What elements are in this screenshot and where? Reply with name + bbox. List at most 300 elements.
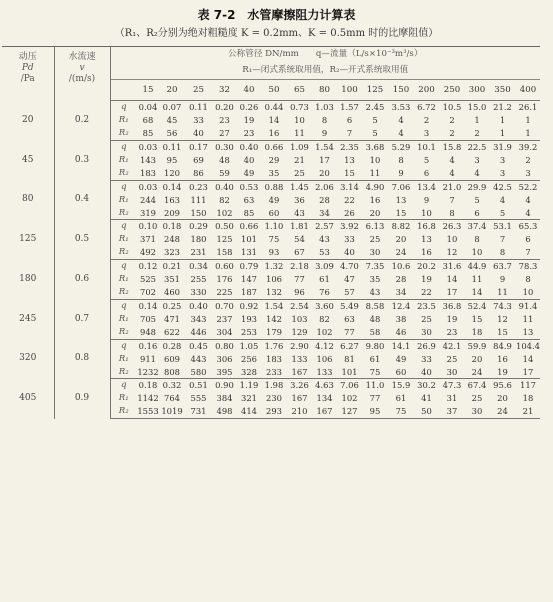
value-cell: 9 (499, 274, 506, 285)
value-cell: 18 (522, 393, 534, 404)
value-cell: 60 (388, 366, 414, 379)
value-cell: 10 (516, 286, 540, 299)
value-cell: 0.18 (162, 221, 182, 232)
value-cell: 1 (499, 115, 506, 126)
table-row (2, 339, 540, 352)
value-cell: 5.29 (391, 141, 411, 152)
value-cell: 11 (471, 274, 483, 285)
row-label: q (120, 300, 127, 311)
value-cell: 5 (423, 154, 430, 165)
value-cell: 52.4 (467, 300, 487, 311)
value-cell: 6 (525, 234, 531, 245)
value-cell: 0.92 (239, 300, 259, 311)
value-cell: 183 (137, 167, 159, 180)
value-cell: 1.19 (239, 380, 259, 391)
value-cell: 49 (268, 194, 280, 205)
value-cell: 244 (140, 194, 156, 205)
value-cell: 28 (395, 274, 407, 285)
value-cell: 0.14 (162, 181, 182, 192)
value-cell: 0.12 (138, 261, 158, 272)
value-cell: 0.25 (162, 300, 182, 311)
value-cell: 125 (216, 234, 233, 245)
value-cell: 210 (287, 405, 312, 418)
value-cell: 1142 (137, 393, 159, 404)
value-cell: 11 (489, 286, 516, 299)
value-cell: 37.4 (467, 221, 487, 232)
table-subtitle: （R₁、R₂分别为绝对粗糙度 K = 0.2mm、K = 0.5mm 时的比摩阻值） (114, 28, 439, 39)
header-pd-line: /Pa (20, 74, 35, 84)
value-cell: 1.81 (290, 221, 309, 232)
header-pipe-size: 200 (414, 80, 439, 101)
value-cell: 61 (395, 393, 407, 404)
flow-velocity-cell: 0.7 (54, 299, 110, 339)
value-cell: 0.10 (138, 221, 158, 232)
value-cell: 53 (312, 246, 337, 259)
value-cell: 57 (337, 286, 362, 299)
value-cell: 167 (287, 366, 312, 379)
value-cell: 1553 (137, 405, 159, 418)
value-cell: 75 (362, 366, 388, 379)
value-cell: 2 (423, 115, 430, 126)
value-cell: 31.9 (493, 141, 512, 152)
value-cell: 6 (465, 207, 489, 220)
value-cell: 1.10 (264, 221, 284, 232)
value-cell: 42.5 (493, 181, 512, 192)
flow-velocity-cell: 0.6 (54, 260, 110, 300)
header-note-system: R₁—闭式系统取用值，R₂—开式系统取用值 (242, 65, 409, 76)
value-cell: 30 (465, 405, 489, 418)
flow-velocity-cell: 0.9 (54, 379, 110, 419)
value-cell: 76 (312, 286, 337, 299)
value-cell: 78.3 (518, 261, 538, 272)
value-cell: 60 (261, 207, 287, 220)
value-cell: 4 (465, 167, 489, 180)
value-cell: 23 (219, 115, 230, 126)
value-cell: 9.80 (365, 340, 385, 351)
value-cell: 3 (516, 167, 540, 180)
value-cell: 371 (140, 234, 156, 245)
value-cell: 82 (319, 313, 330, 324)
value-cell: 3.60 (315, 300, 334, 311)
value-cell: 0.73 (290, 102, 309, 113)
value-cell: 42.1 (442, 340, 462, 351)
value-cell: 147 (241, 274, 257, 285)
value-cell: 20 (312, 167, 337, 180)
value-cell: 8.58 (365, 300, 385, 311)
value-cell: 77 (337, 326, 362, 339)
header-pd-line: Pd (21, 63, 34, 73)
value-cell: 15 (388, 207, 414, 220)
value-cell: 4.63 (315, 380, 334, 391)
value-cell: 10.5 (442, 102, 462, 113)
value-cell: 46 (388, 326, 414, 339)
value-cell: 142 (266, 313, 282, 324)
row-label: R₁ (118, 353, 129, 364)
friction-table (2, 46, 540, 419)
value-cell: 351 (164, 274, 180, 285)
value-cell: 132 (261, 286, 287, 299)
value-cell: 293 (261, 405, 287, 418)
value-cell: 2 (439, 127, 465, 140)
value-cell: 233 (261, 366, 287, 379)
row-label: R₂ (110, 326, 137, 339)
value-cell: 19 (243, 115, 255, 126)
value-cell: 15.0 (467, 102, 487, 113)
row-label: R₁ (118, 274, 129, 285)
value-cell: 67.4 (467, 380, 487, 391)
value-cell: 14.1 (391, 340, 411, 351)
value-cell: 36 (294, 194, 305, 205)
value-cell: 133 (312, 366, 337, 379)
flow-velocity-cell: 0.4 (54, 180, 110, 220)
value-cell: 1.54 (264, 300, 284, 311)
value-cell: 1 (489, 127, 516, 140)
value-cell: 52.2 (518, 181, 538, 192)
row-label: R₂ (110, 167, 137, 180)
value-cell: 111 (190, 194, 207, 205)
value-cell: 10 (369, 154, 381, 165)
value-cell: 0.11 (162, 141, 182, 152)
value-cell: 498 (212, 405, 237, 418)
value-cell: 39.2 (518, 141, 538, 152)
value-cell: 0.03 (138, 141, 158, 152)
value-cell: 8 (525, 274, 531, 285)
value-cell: 0.53 (239, 181, 259, 192)
value-cell: 28 (319, 194, 330, 205)
value-cell: 163 (164, 194, 180, 205)
value-cell: 13 (516, 326, 540, 339)
dynamic-pressure-cell: 180 (2, 260, 54, 300)
value-cell: 24 (489, 405, 516, 418)
row-label: q (120, 261, 127, 272)
value-cell: 17 (516, 366, 540, 379)
value-cell: 0.70 (215, 300, 234, 311)
value-cell: 948 (137, 326, 159, 339)
header-pd-line: 动压 (18, 52, 37, 62)
value-cell: 1.32 (264, 261, 284, 272)
value-cell: 323 (159, 246, 185, 259)
value-cell: 127 (337, 405, 362, 418)
value-cell: 25 (446, 353, 458, 364)
value-cell: 30 (414, 326, 439, 339)
value-cell: 0.66 (239, 221, 259, 232)
value-cell: 85 (137, 127, 159, 140)
value-cell: 40 (337, 246, 362, 259)
value-cell: 11 (522, 313, 534, 324)
value-cell: 4 (388, 127, 414, 140)
value-cell: 7.06 (340, 380, 359, 391)
value-cell: 460 (159, 286, 185, 299)
value-cell: 0.80 (215, 340, 234, 351)
value-cell: 26.1 (518, 102, 538, 113)
value-cell: 50 (414, 405, 439, 418)
value-cell: 0.14 (138, 300, 158, 311)
value-cell: 225 (212, 286, 237, 299)
value-cell: 0.32 (162, 380, 182, 391)
value-cell: 16 (497, 353, 508, 364)
value-cell: 4 (525, 194, 531, 205)
header-dynamic-pressure (2, 47, 54, 101)
value-cell: 29 (268, 154, 280, 165)
value-cell: 61 (369, 353, 381, 364)
value-cell: 40 (243, 154, 255, 165)
value-cell: 20 (471, 353, 483, 364)
table-row (2, 299, 540, 312)
row-label: R₂ (110, 207, 137, 220)
value-cell: 911 (140, 353, 156, 364)
value-cell: 248 (164, 234, 180, 245)
table-row (2, 379, 540, 392)
row-label: R₂ (110, 405, 137, 418)
value-cell: 384 (216, 393, 233, 404)
value-cell: 15 (471, 313, 483, 324)
value-cell: 35 (261, 167, 287, 180)
dynamic-pressure-cell: 20 (2, 101, 54, 141)
value-cell: 6 (346, 115, 353, 126)
value-cell: 167 (312, 405, 337, 418)
value-cell: 101 (337, 366, 362, 379)
value-cell: 183 (266, 353, 282, 364)
value-cell: 69 (193, 154, 204, 165)
header-pipe-size: 300 (465, 80, 489, 101)
value-cell: 1.03 (315, 102, 334, 113)
value-cell: 12 (497, 313, 508, 324)
value-cell: 0.03 (138, 181, 158, 192)
value-cell: 63 (243, 194, 255, 205)
value-cell: 84.9 (493, 340, 512, 351)
value-cell: 26 (337, 207, 362, 220)
header-note-diameter: 公称管径 DN/mm q—流量（L/s×10⁻³m³/s） (110, 47, 540, 63)
table-title: 表 7-2 水管摩擦阻力计算表 (197, 8, 356, 22)
value-cell: 63 (344, 313, 355, 324)
value-cell: 54 (294, 234, 305, 245)
value-cell: 86 (185, 167, 212, 180)
value-cell: 68 (142, 115, 154, 126)
value-cell: 40 (185, 127, 212, 140)
value-cell: 446 (185, 326, 212, 339)
value-cell: 4 (499, 194, 506, 205)
value-cell: 0.23 (189, 181, 208, 192)
value-cell: 8 (489, 246, 516, 259)
value-cell: 49 (395, 353, 407, 364)
value-cell: 13.4 (417, 181, 436, 192)
value-cell: 1.98 (264, 380, 284, 391)
value-cell: 231 (185, 246, 212, 259)
value-cell: 35 (369, 274, 381, 285)
value-cell: 34 (388, 286, 414, 299)
value-cell: 4 (449, 154, 455, 165)
row-label: R₁ (118, 115, 129, 126)
value-cell: 65.3 (518, 221, 538, 232)
value-cell: 43 (287, 207, 312, 220)
value-cell: 0.51 (189, 380, 208, 391)
value-cell: 1 (525, 115, 531, 126)
value-cell: 3.09 (315, 261, 334, 272)
value-cell: 7 (499, 234, 506, 245)
value-cell: 106 (316, 353, 333, 364)
value-cell: 0.34 (189, 261, 208, 272)
value-cell: 5 (362, 127, 388, 140)
value-cell: 1232 (137, 366, 159, 379)
header-v-line: v (79, 63, 85, 73)
row-label: q (120, 102, 127, 113)
value-cell: 43 (362, 286, 388, 299)
value-cell: 443 (190, 353, 207, 364)
value-cell: 306 (216, 353, 233, 364)
value-cell: 33 (344, 234, 355, 245)
value-cell: 2 (525, 154, 531, 165)
value-cell: 2.06 (315, 181, 334, 192)
value-cell: 30 (439, 366, 465, 379)
value-cell: 167 (291, 393, 308, 404)
value-cell: 0.60 (215, 261, 234, 272)
dynamic-pressure-cell: 80 (2, 180, 54, 220)
value-cell: 134 (316, 393, 333, 404)
value-cell: 95 (362, 405, 388, 418)
value-cell: 21 (294, 154, 305, 165)
header-pipe-size: 150 (388, 80, 414, 101)
value-cell: 13 (421, 234, 432, 245)
value-cell: 20 (395, 234, 407, 245)
value-cell: 24 (388, 246, 414, 259)
row-label: q (120, 380, 127, 391)
value-cell: 15.9 (391, 380, 411, 391)
value-cell: 30 (362, 246, 388, 259)
value-cell: 4.70 (340, 261, 359, 272)
header-pipe-size: 32 (212, 80, 237, 101)
value-cell: 25 (287, 167, 312, 180)
value-cell: 0.21 (162, 261, 182, 272)
value-cell: 8.82 (391, 221, 411, 232)
table-row (2, 260, 540, 273)
value-cell: 0.66 (264, 141, 284, 152)
value-cell: 1 (516, 127, 540, 140)
value-cell: 702 (137, 286, 159, 299)
value-cell: 23.5 (417, 300, 436, 311)
value-cell: 29.9 (467, 181, 487, 192)
row-label: q (120, 141, 127, 152)
value-cell: 16 (369, 194, 381, 205)
value-cell: 81 (344, 353, 355, 364)
value-cell: 27 (212, 127, 237, 140)
value-cell: 3.68 (365, 141, 385, 152)
value-cell: 11 (362, 167, 388, 180)
table-row (2, 140, 540, 153)
value-cell: 45 (166, 115, 178, 126)
value-cell: 4.90 (365, 181, 385, 192)
value-cell: 395 (212, 366, 237, 379)
value-cell: 5 (489, 207, 516, 220)
value-cell: 321 (241, 393, 257, 404)
value-cell: 3.92 (340, 221, 359, 232)
value-cell: 16 (261, 127, 287, 140)
value-cell: 131 (237, 246, 261, 259)
value-cell: 3 (414, 127, 439, 140)
value-cell: 193 (241, 313, 257, 324)
value-cell: 9 (388, 167, 414, 180)
value-cell: 6 (414, 167, 439, 180)
dynamic-pressure-cell: 125 (2, 220, 54, 260)
value-cell: 43 (319, 234, 330, 245)
value-cell: 31.6 (442, 261, 462, 272)
value-cell: 20 (362, 207, 388, 220)
value-cell: 414 (237, 405, 261, 418)
value-cell: 0.11 (189, 102, 208, 113)
value-cell: 0.20 (215, 102, 234, 113)
value-cell: 102 (212, 207, 237, 220)
value-cell: 75 (388, 405, 414, 418)
table-row (2, 101, 540, 114)
flow-velocity-cell: 0.8 (54, 339, 110, 379)
value-cell: 21.2 (493, 102, 512, 113)
value-cell: 10 (446, 234, 458, 245)
value-cell: 48 (369, 313, 381, 324)
header-pipe-size: 15 (137, 80, 159, 101)
value-cell: 61 (319, 274, 330, 285)
value-cell: 609 (164, 353, 180, 364)
dynamic-pressure-cell: 405 (2, 379, 54, 419)
value-cell: 25 (421, 313, 432, 324)
value-cell: 0.79 (239, 261, 259, 272)
value-cell: 2 (465, 127, 489, 140)
value-cell: 7 (516, 246, 540, 259)
value-cell: 0.45 (189, 340, 208, 351)
value-cell: 237 (216, 313, 233, 324)
value-cell: 34 (312, 207, 337, 220)
value-cell: 808 (159, 366, 185, 379)
table-row (2, 220, 540, 233)
dynamic-pressure-cell: 45 (2, 140, 54, 180)
value-cell: 14 (522, 353, 534, 364)
value-cell: 5 (474, 194, 480, 205)
flow-velocity-cell: 0.2 (54, 101, 110, 141)
value-cell: 47.3 (442, 380, 462, 391)
value-cell: 102 (312, 326, 337, 339)
value-cell: 25 (471, 393, 483, 404)
value-cell: 1.57 (340, 102, 359, 113)
value-cell: 96 (287, 286, 312, 299)
value-cell: 253 (237, 326, 261, 339)
value-cell: 58 (362, 326, 388, 339)
dynamic-pressure-cell: 320 (2, 339, 54, 379)
value-cell: 36.8 (442, 300, 462, 311)
value-cell: 40 (414, 366, 439, 379)
row-label: R₂ (110, 246, 137, 259)
value-cell: 0.17 (189, 141, 208, 152)
value-cell: 3 (499, 154, 506, 165)
value-cell: 0.50 (215, 221, 234, 232)
value-cell: 8 (398, 154, 404, 165)
value-cell: 0.40 (189, 300, 208, 311)
value-cell: 21.0 (442, 181, 462, 192)
header-pipe-size: 125 (362, 80, 388, 101)
value-cell: 0.90 (215, 380, 234, 391)
value-cell: 23 (237, 127, 261, 140)
value-cell: 4 (398, 115, 404, 126)
value-cell: 10 (294, 115, 305, 126)
row-label: q (120, 221, 127, 232)
value-cell: 4 (516, 207, 540, 220)
value-cell: 3.26 (290, 380, 309, 391)
value-cell: 0.88 (264, 181, 284, 192)
value-cell: 44.9 (467, 261, 487, 272)
value-cell: 1.05 (239, 340, 259, 351)
value-cell: 492 (137, 246, 159, 259)
value-cell: 4 (439, 167, 465, 180)
table-row (2, 180, 540, 193)
row-label: q (120, 181, 127, 192)
value-cell: 10 (465, 246, 489, 259)
